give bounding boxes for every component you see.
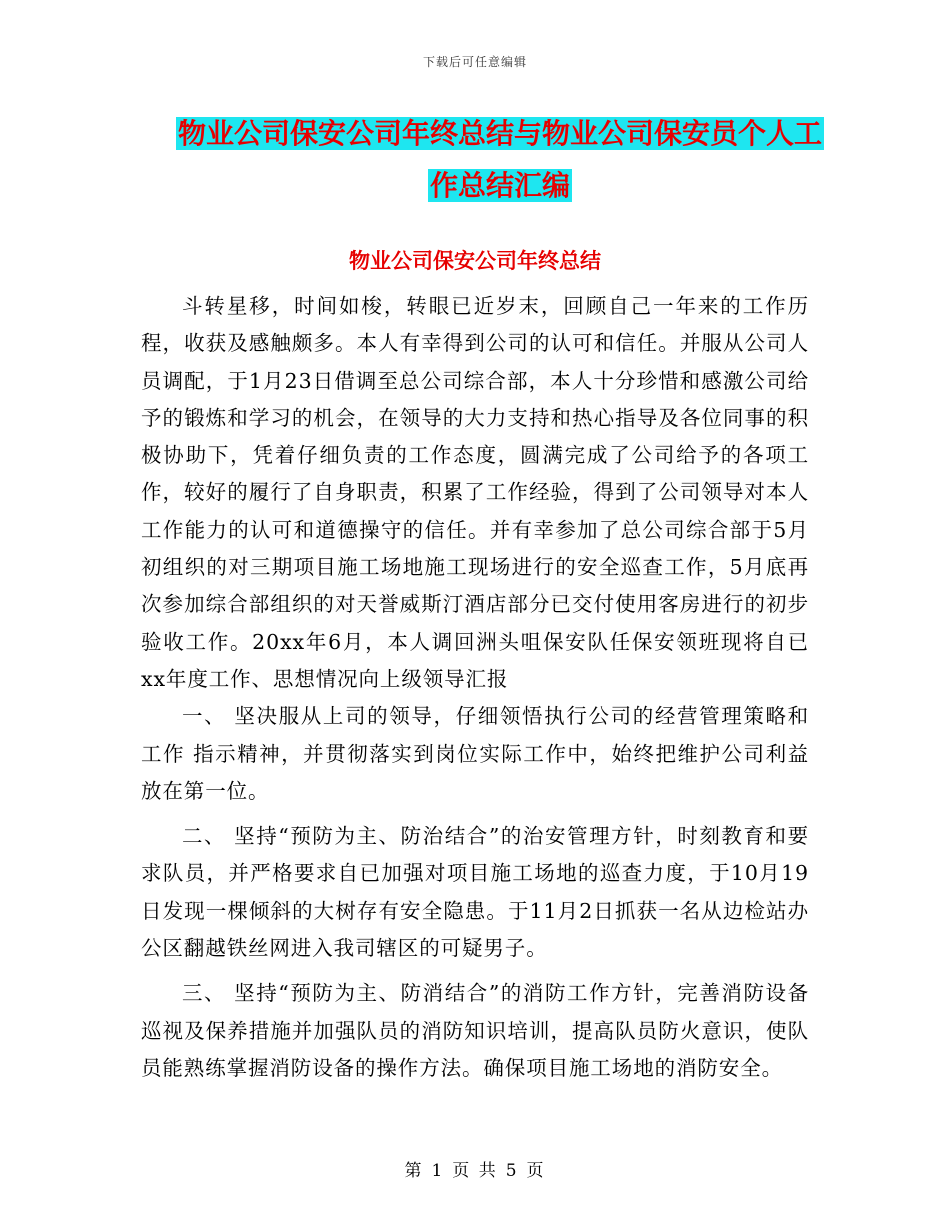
footer-total-pages: 5 <box>505 1161 519 1181</box>
document-title-line2: 作总结汇编 <box>429 169 570 202</box>
footer-suffix: 页 <box>526 1161 546 1181</box>
footer-mid: 页 共 <box>452 1161 498 1181</box>
section-title: 物业公司保安公司年终总结 <box>349 249 601 273</box>
page-footer <box>0 1156 950 1181</box>
paragraph-point-2: 二、 坚持“预防为主、防治结合”的治安管理方针，时刻教育和要求队员，并严格要求自已加强对项目施工场地的巡查力度，于10月19日发现一棵倾斜的大树存有安全隐患。于11月2日抓获一名从边检站办公区翻越铁丝网进入我司辖区的可疑男子。 <box>141 824 809 961</box>
paragraph-intro: 斗转星移，时间如梭，转眼已近岁末，回顾自己一年来的工作历程，收获及感触颇多。本人有幸得到公司的认可和信任。并服从公司人员调配，于1月23日借调至总公司综合部，本人十分珍惜和感激公司给予的锻炼和学习的机会，在领导的大力支持和热心指导及各位同事的积极协助下，凭着仔细负责的工作态度，圆满完成了公司给予的各项工作，较好的履行了自身职责，积累了工作经验，得到了公司领导对本人工作能力的认可和道德操守的信任。并有幸参加了总公司综合部于5月初组织的对三期项目施工场地施工现场进行的安全巡查工作，5月底再次参加综合部组织的对天誉威斯汀酒店部分已交付使用客房进行的初步验收工作。20xx年6月，本人调回洲头咀保安队任保安领班现将自已xx年度工作、思想情况向上级领导汇报 <box>141 294 809 691</box>
paragraph-point-1: 一、 坚决服从上司的领导，仔细领悟执行公司的经营管理策略和工作 指示精神，并贯彻落实到岗位实际工作中，始终把维护公司利益放在第一位。 <box>141 704 809 803</box>
header-note: 下载后可任意编辑 <box>422 55 527 69</box>
document-title-line1: 物业公司保安公司年终总结与物业公司保安员个人工 <box>177 117 822 150</box>
paragraph-point-3: 三、 坚持“预防为主、防消结合”的消防工作方针，完善消防设备巡视及保养措施并加强队员的消防知识培训，提高队员防火意识，使队员能熟练掌握消防设备的操作方法。确保项目施工场地的消防安全。 <box>141 981 809 1080</box>
footer-page-number: 1 <box>431 1161 445 1181</box>
body-text <box>141 288 809 1095</box>
footer-prefix: 第 <box>404 1161 424 1181</box>
document-title <box>120 108 880 212</box>
